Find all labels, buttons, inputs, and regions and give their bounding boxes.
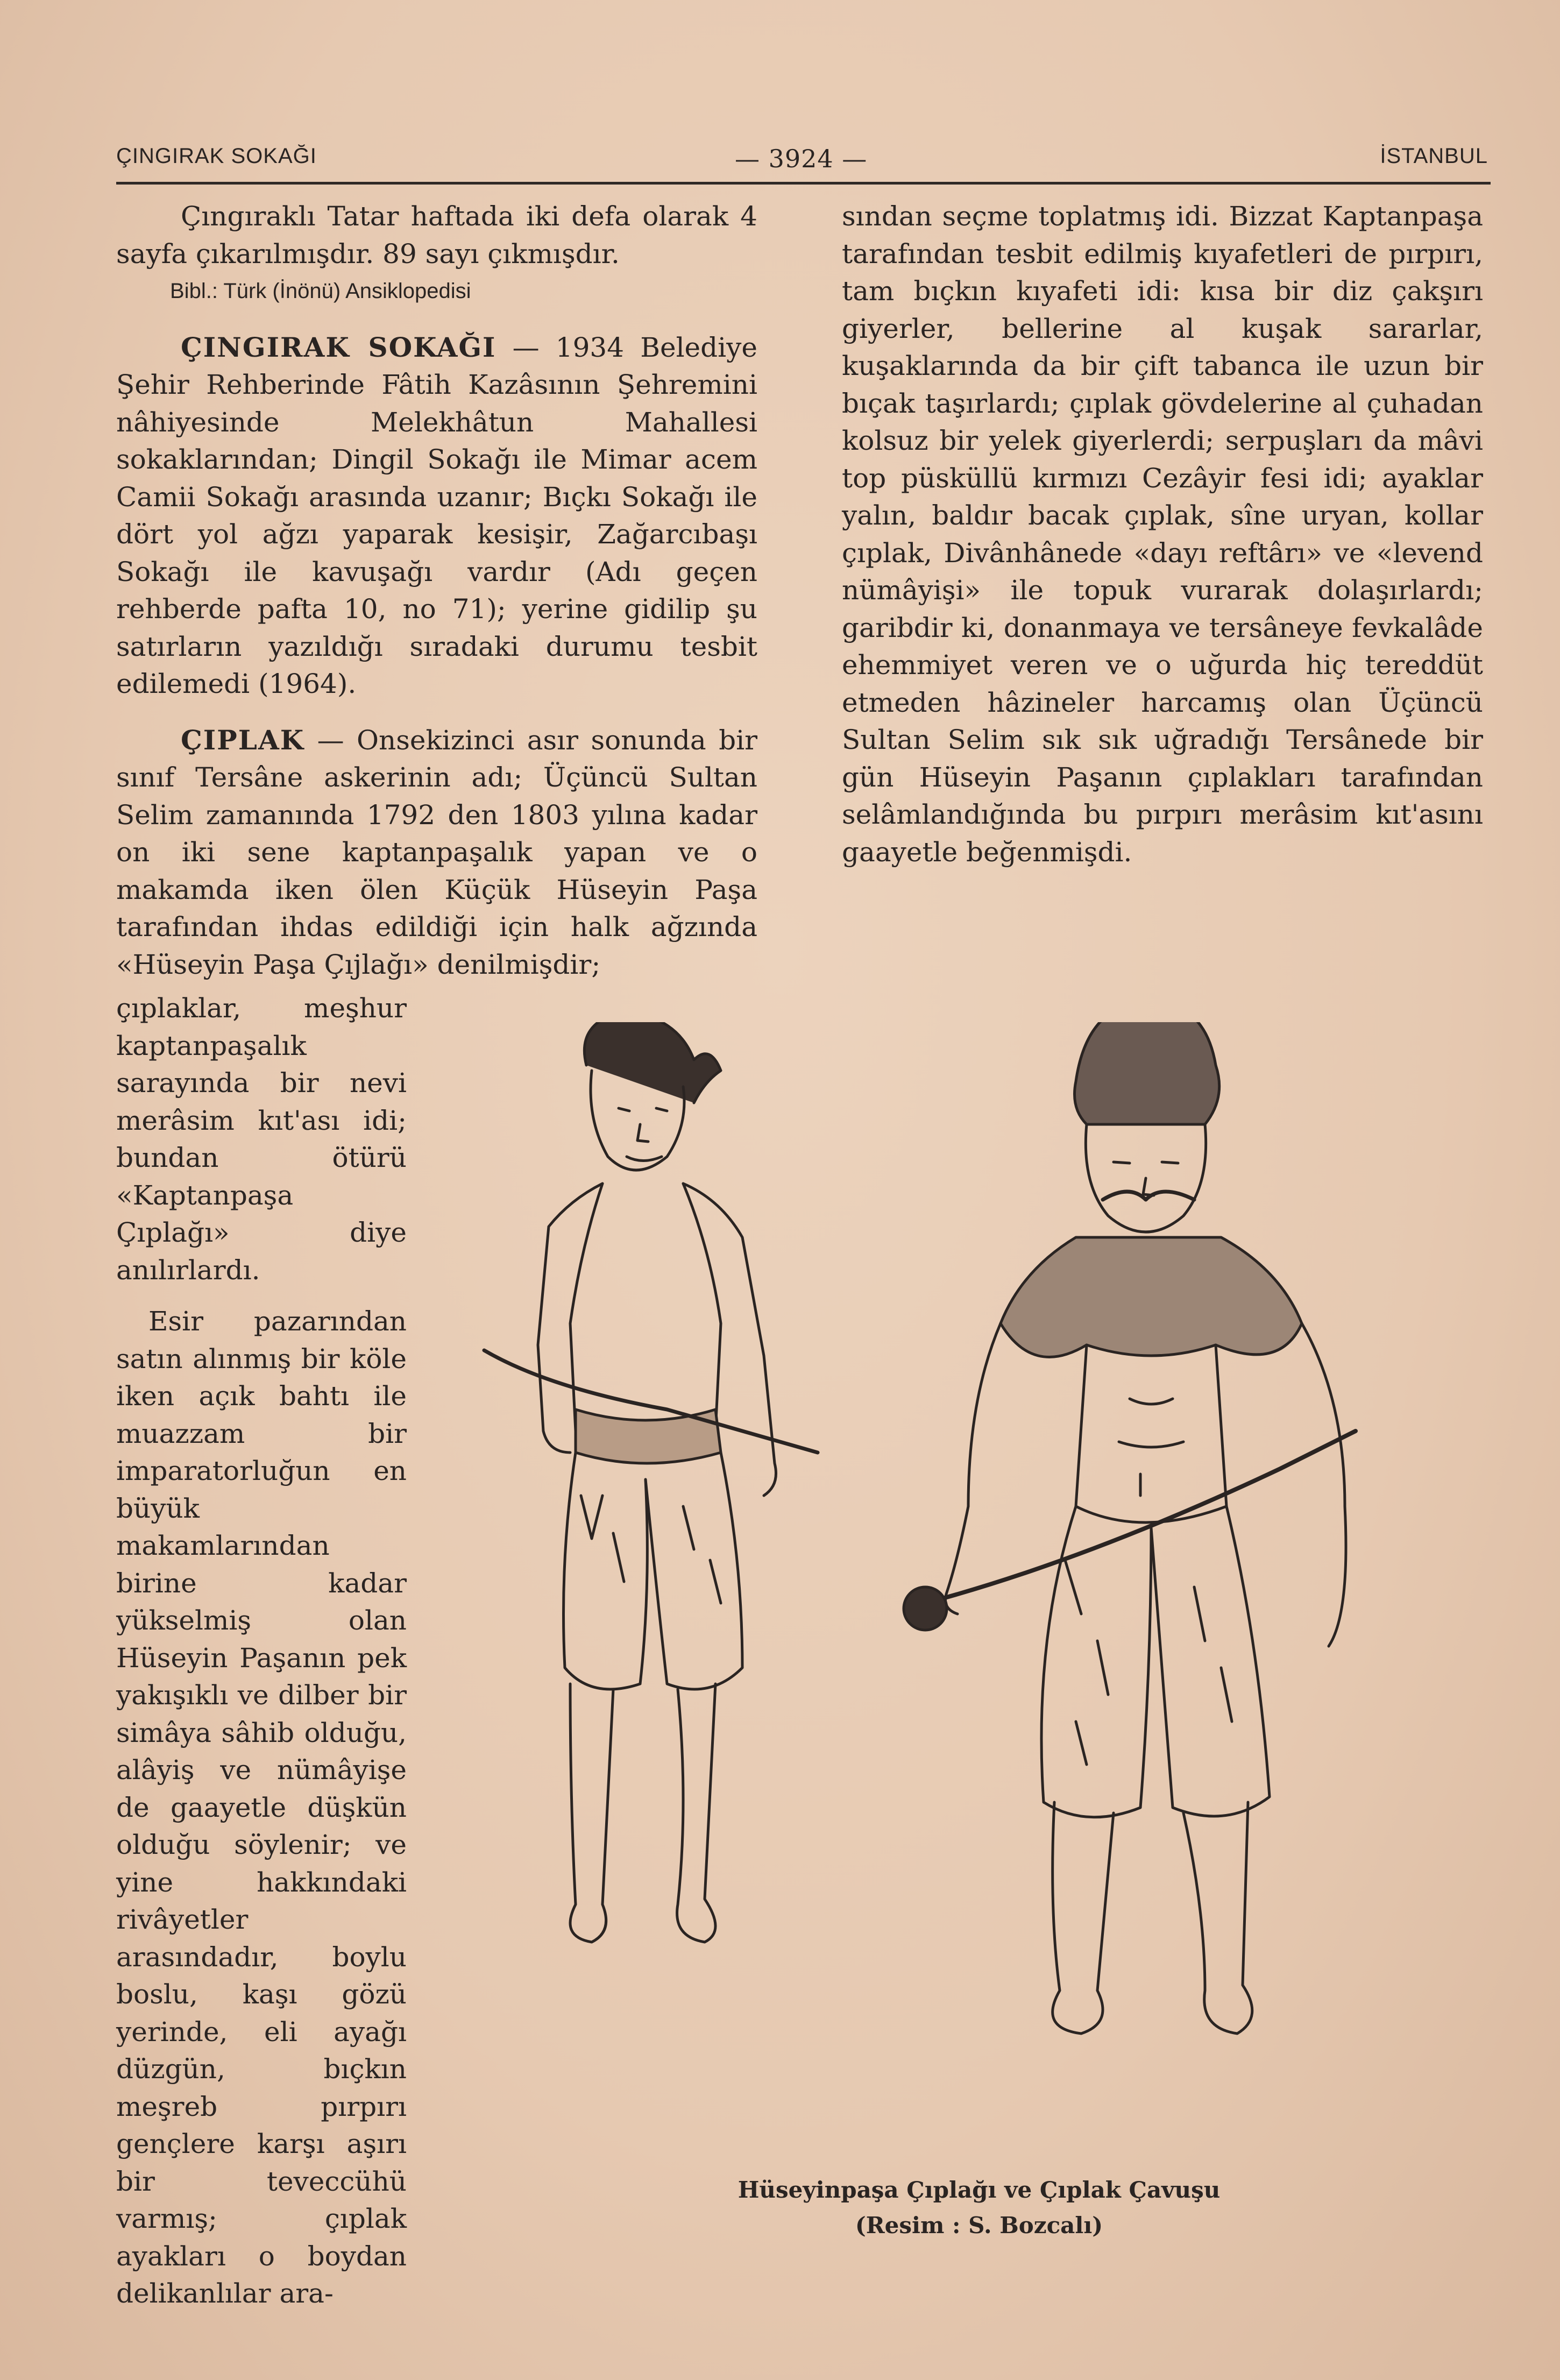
narrow-paragraph: Esir pazarından satın alınmış bir köle iken açık bahtı ile muazzam bir imparatorluğun en büyük makamlarından birine kadar yükselmiş olan Hüseyin Paşanın pek yakışıklı ve dilber bir simâya sâhib olduğu, alâyiş ve nümâyişe de gaayetle düşkün olduğu söylenir; ve yine hakkındaki rivâyetler arasındadır, boylu boslu, kaşı gözü yerinde, eli ayağı düzgün, bıçkın meşreb pırpırı gençlere karşı aşırı bir teveccühü varmış; çıplak ayakları o boydan delikanlılar ara-: [116, 1306, 407, 2309]
right-column: [842, 198, 1483, 871]
narrow-paragraph: çıplaklar, meşhur kaptanpaşalık sarayında bir nevi merâsim kıt'ası idi; bundan ötürü «Kaptanpaşa Çıplağı» diye anılırlardı.: [116, 993, 407, 1286]
header-publication: İSTANBUL: [1380, 144, 1488, 168]
figure-caption: Hüseyinpaşa Çıplağı ve Çıplak Çavuşu: [738, 2177, 1221, 2203]
figure-credit: (Resim : S. Bozcalı): [855, 2212, 1103, 2239]
entry-title: ÇINGIRAK SOKAĞI: [181, 331, 497, 363]
illustration: [441, 1022, 1490, 2163]
header-section-title: ÇINGIRAK SOKAĞI: [116, 144, 317, 168]
right-figure: [904, 1022, 1356, 2034]
page-number: — 3924 —: [735, 144, 868, 173]
running-header: [116, 144, 1488, 176]
bibliography-note: Bibl.: Türk (İnönü) Ansiklopedisi: [170, 279, 471, 303]
entry-ciplak: [116, 721, 757, 984]
entry-cingirak-sokagi: [116, 329, 757, 703]
entry-body: — 1934 Belediye Şehir Rehberinde Fâtih Kazâsının Şehremini nâhiyesinde Melekhâtun Mahallesi sokaklarından; Dingil Sokağı ile Mimar acem Camii Sokağı arasında uzanır; Bıçkı Sokağı ile dört yol ağzı yaparak kesişir, Zağarcıbaşı Sokağı ile kavuşağı vardır (Adı geçen rehberde pafta 10, no 71); yerine gidilip şu satırların yazıldığı sıradaki durumu tesbit edilemedi (1964).: [116, 331, 757, 699]
header-rule: [116, 182, 1491, 185]
two-figures-drawing: [441, 1022, 1490, 2163]
paragraph: Çıngıraklı Tatar haftada iki defa olarak 4 sayfa çıkarılmışdır. 89 sayı çıkmışdır.: [116, 201, 757, 270]
entry-title: ÇIPLAK: [181, 724, 305, 756]
paragraph: sından seçme toplatmış idi. Bizzat Kaptanpaşa tarafından tesbit edilmiş kıyafetleri de pırpırı, tam bıçkın kıyafeti idi: kısa bir diz çakşırı giyerler, bellerine al kuşak sararlar, kuşaklarında da bir çift tabanca ile uzun bir bıçak taşırlardı; çıplak gövdelerine al çuhadan kolsuz bir yelek giyerlerdi; serpuşları da mâvi top püsküllü kırmızı Cezâyir fesi idi; ayaklar yalın, baldır bacak çıplak, sîne uryan, kollar çıplak, Divânhânede «dayı reftârı» ve «levend nümâyişi» ile topuk vurarak dolaşırlardı; garibdir ki, donanmaya ve tersâneye fevkalâde ehemmiyet veren ve o uğurda hiç tereddüt etmeden hâzineler harcamış olan Üçüncü Sultan Selim sık sık uğradığı Tersânede bir gün Hüseyin Paşanın çıplakları tarafından selâmlandığında bu pırpırı merâsim kıt'asını gaayetle beğenmişdi.: [842, 201, 1483, 868]
entry-body: — Onsekizinci asır sonunda bir sınıf Tersâne askerinin adı; Üçüncü Sultan Selim zamanında 1792 den 1803 yılına kadar on iki sene kaptanpaşalık yapan ve o makamda iken ölen Küçük Hüseyin Paşa tarafından ihdas edildiği için halk ağzında «Hüseyin Paşa Çıjlağı» denilmişdir;: [116, 724, 757, 980]
left-figure: [484, 1022, 818, 1942]
